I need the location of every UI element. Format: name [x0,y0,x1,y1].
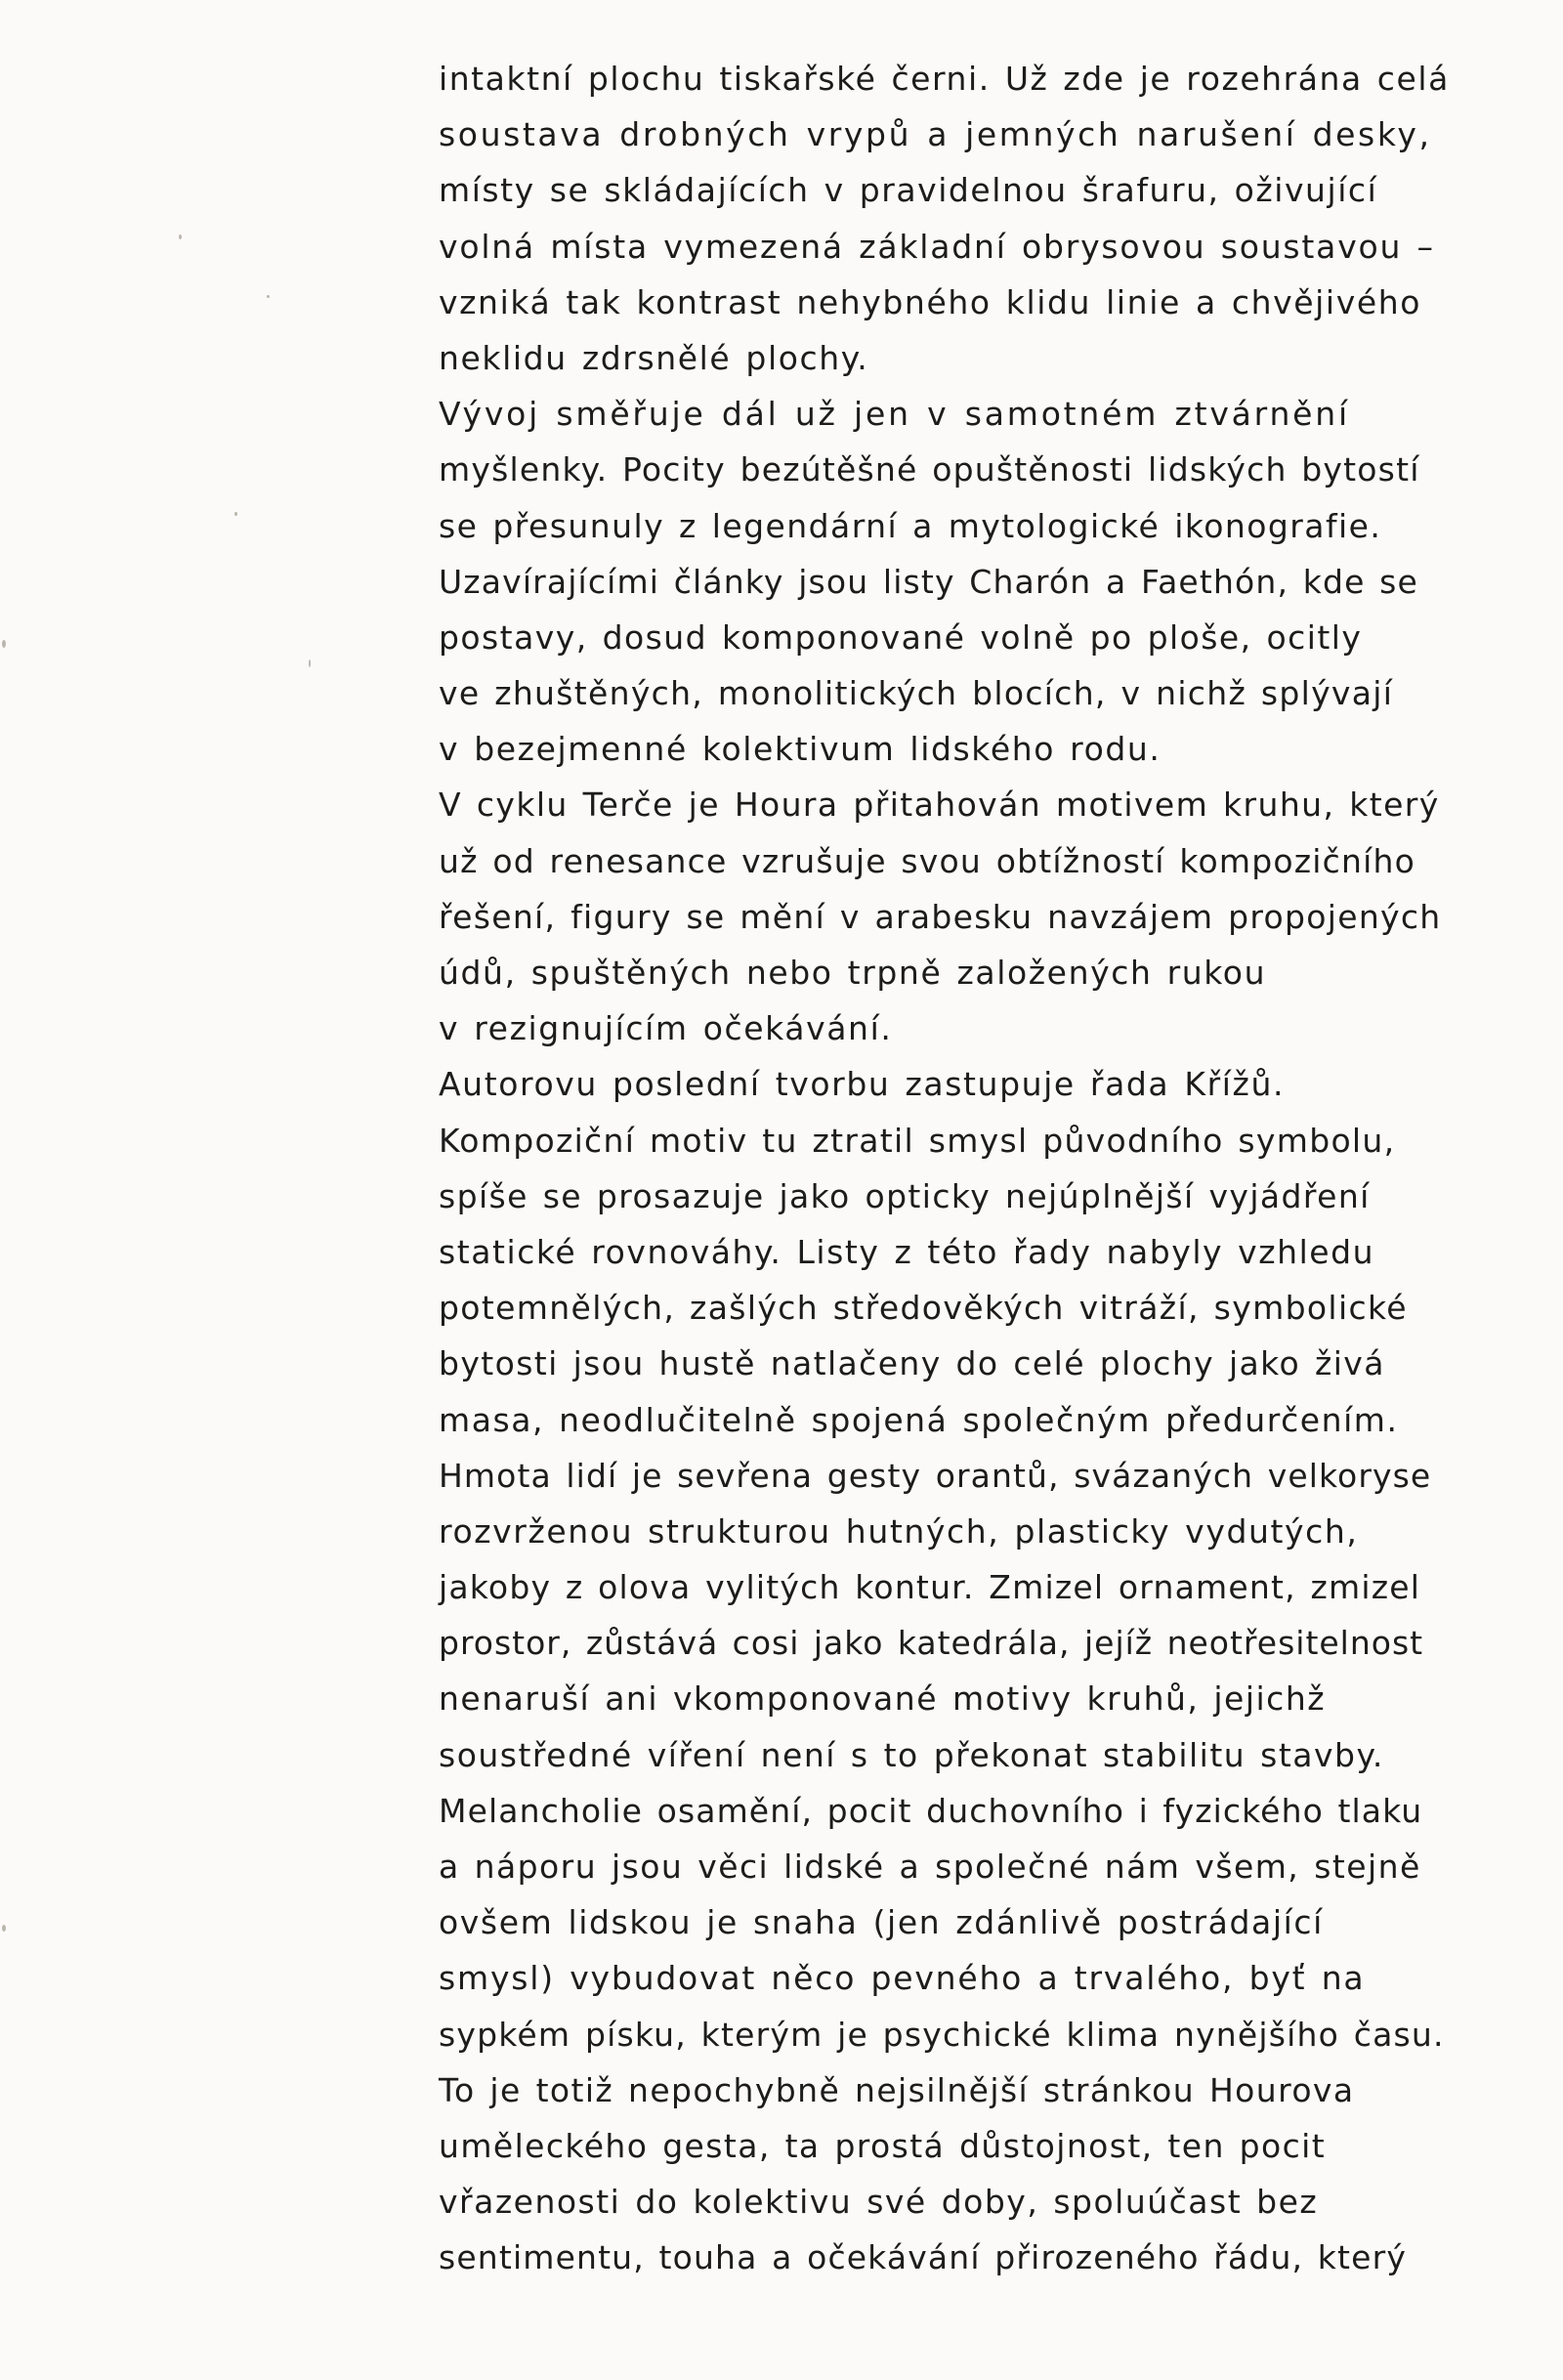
text-line: nenaruší ani vkomponované motivy kruhů, jejichž [439,1679,1327,1719]
text-line: sentimentu, touha a očekávání přirozeného řádu, který [439,2238,1407,2277]
paper-speck [309,659,311,667]
text-line: volná místa vymezená základní obrysovou soustavou – [439,227,1435,266]
text-line: Hmota lidí je sevřena gesty orantů, svázaných velkoryse [439,1456,1432,1495]
text-line: potemnělých, zašlých středověkých vitráží, symbolické [439,1289,1408,1328]
text-line: rozvrženou strukturou hutných, plasticky vydutých, [439,1511,1359,1551]
body-text [439,51,1450,2286]
text-line: myšlenky. Pocity bezútěšné opuštěnosti lidských bytostí [439,450,1420,489]
text-line: v bezejmenné kolektivum lidského rodu. [439,730,1162,769]
text-line: Vývoj směřuje dál už jen v samotném ztvárnění [439,395,1350,434]
text-line: Uzavírajícími články jsou listy Charón a Faethón, kde se [439,562,1418,601]
paper-speck [2,640,6,648]
text-line: neklidu zdrsnělé plochy. [439,338,869,377]
text-line: statické rovnováhy. Listy z této řady nabyly vzhledu [439,1232,1375,1271]
paper-speck [234,512,237,516]
text-line: se přesunuly z legendární a mytologické ikonografie. [439,506,1382,545]
text-line: bytosti jsou hustě natlačeny do celé plochy jako živá [439,1344,1385,1383]
text-line: intaktní plochu tiskařské černi. Už zde je rozehrána celá [439,60,1450,98]
text-line: už od renesance vzrušuje svou obtížností kompozičního [439,841,1415,880]
text-line: spíše se prosazuje jako opticky nejúplnější vyjádření [439,1176,1371,1215]
text-line: prostor, zůstává cosi jako katedrála, jejíž neotřesitelnost [439,1624,1424,1663]
text-line: V cyklu Terče je Houra přitahován motivem kruhu, který [439,786,1440,825]
text-line: postavy, dosud komponované volně po ploše, ocitly [439,617,1363,657]
text-line: soustředné víření není s to překonat stabilitu stavby. [439,1735,1384,1774]
text-line: masa, neodlučitelně spojená společným předurčením. [439,1400,1399,1439]
text-line: ovšem lidskou je snaha (jen zdánlivě postrádající [439,1903,1324,1942]
text-line: vřazenosti do kolektivu své doby, spoluúčast bez [439,2183,1319,2222]
text-line: sypkém písku, kterým je psychické klima nynějšího času. [439,2015,1445,2054]
text-line: v rezignujícím očekávání. [439,1009,893,1048]
text-line: místy se skládajících v pravidelnou šrafuru, oživující [439,171,1378,210]
text-line: řešení, figury se mění v arabesku navzájem propojených [439,897,1442,936]
text-line: Autorovu poslední tvorbu zastupuje řada Křížů. [439,1065,1286,1104]
text-line: a náporu jsou věci lidské a společné nám všem, stejně [439,1848,1421,1886]
text-line: soustava drobných vrypů a jemných narušení desky, [439,115,1432,154]
text-line: Melancholie osamění, pocit duchovního i fyzického tlaku [439,1791,1423,1830]
paper-speck [179,234,182,239]
text-line: jakoby z olova vylitých kontur. Zmizel ornament, zmizel [439,1568,1421,1607]
paper-speck [2,1925,6,1932]
paper-speck [267,295,270,298]
text-line: To je totiž nepochybně nejsilnější stránkou Hourova [439,2070,1355,2109]
text-line: údů, spuštěných nebo trpně založených rukou [439,954,1267,992]
text-line: vzniká tak kontrast nehybného klidu linie a chvějivého [439,282,1422,321]
text-line: smysl) vybudovat něco pevného a trvalého, byť na [439,1959,1366,1998]
text-line: ve zhuštěných, monolitických blocích, v nichž splývají [439,674,1394,713]
text-line: Kompoziční motiv tu ztratil smysl původního symbolu, [439,1121,1396,1160]
text-line: uměleckého gesta, ta prostá důstojnost, ten pocit [439,2126,1327,2165]
